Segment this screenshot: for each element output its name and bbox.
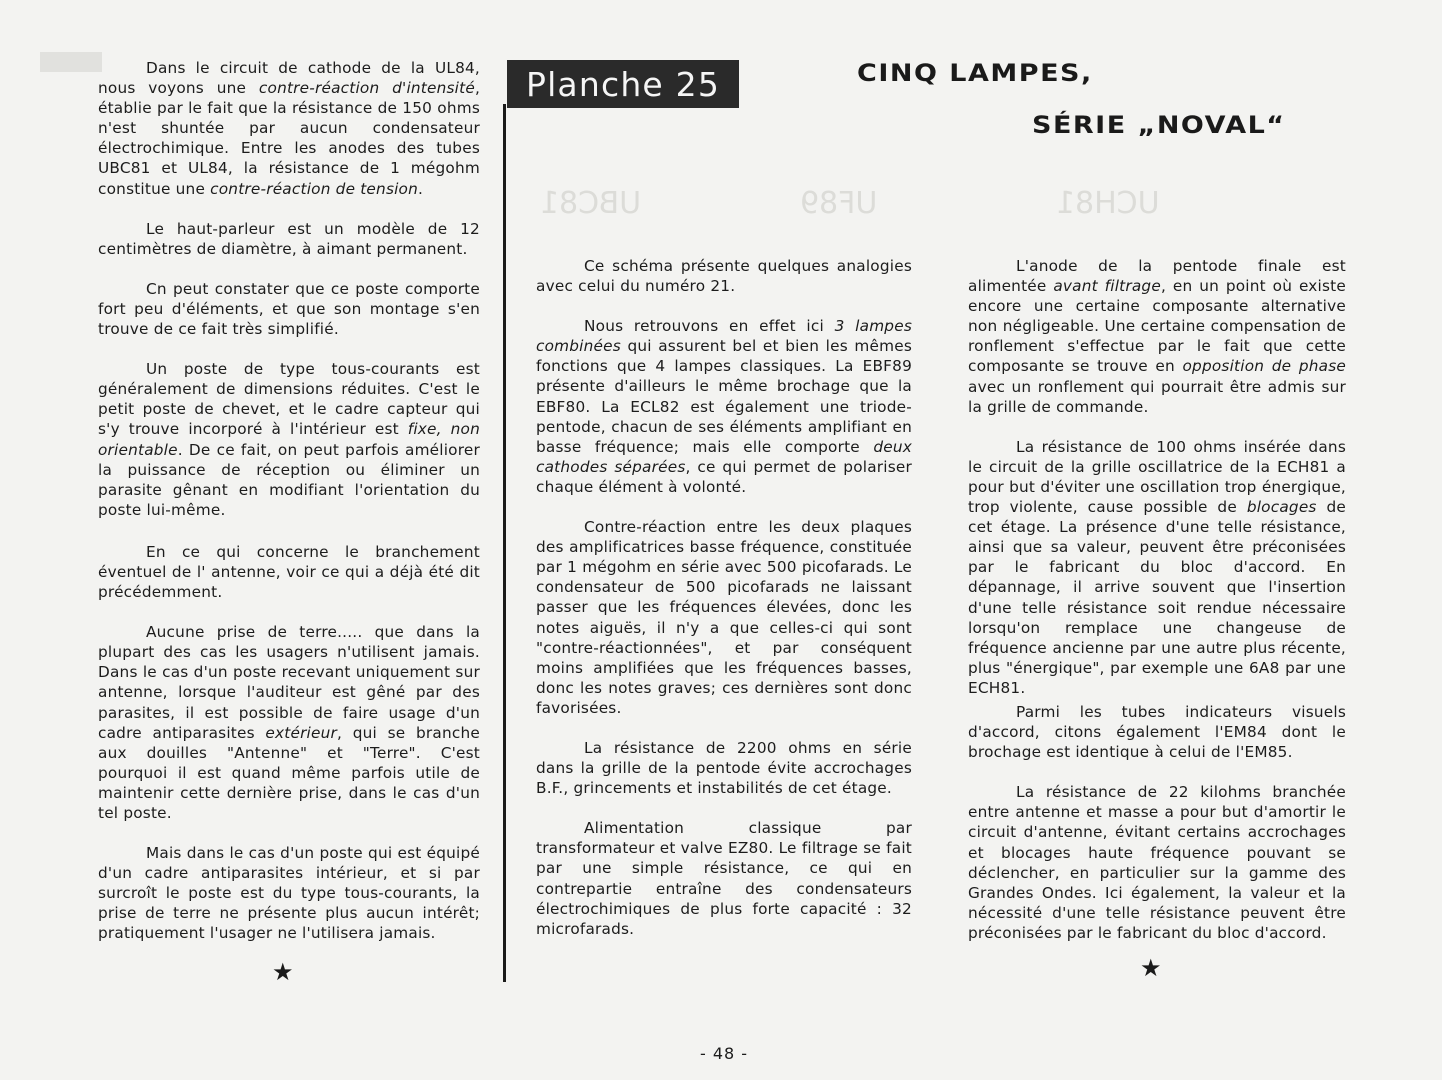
- paragraph: Contre-réaction entre les deux plaques des amplificatrices basse fréquence, constituée par 1 mégohm en série avec 500 picofarads. Le condensateur de 500 picofarads ne laissant passer que les fréquences élevées, donc les notes aiguës, il n'y a que celles-ci qui sont "contre-réactionnées", et par conséquent moins amplifiées que les fréquences basses, donc les notes graves; ces dernières sont donc favorisées.: [536, 518, 912, 717]
- middle-column: [536, 256, 912, 939]
- vertical-rule: [503, 104, 506, 982]
- paragraph: Nous retrouvons en effet ici 3 lampes combinées qui assurent bel et bien les mêmes fonctions que 4 lampes classiques. La EBF89 présente d'ailleurs le même brochage que la EBF80. La ECL82 est également une triode-pentode, chacun de ses éléments amplifiant en basse fréquence; mais elle comporte deux cathodes séparées, ce qui permet de polariser chaque élément à volonté.: [536, 317, 912, 496]
- paragraph: Un poste de type tous-courants est généralement de dimensions réduites. C'est le petit poste de chevet, et le cadre capteur qui s'y trouve incorporé à l'intérieur est fixe, non orientable. De ce fait, on peut parfois améliorer la puissance de réception ou éliminer un parasite gênant en modifiant l'orientation du poste lui-même.: [98, 360, 480, 519]
- right-column: [968, 256, 1346, 943]
- paragraph: Cn peut constater que ce poste comporte fort peu d'éléments, et que son montage s'en trouve de ce fait très simplifié.: [98, 279, 480, 339]
- left-column: [98, 58, 480, 944]
- plate-heading: Planche 25: [525, 65, 721, 104]
- paragraph: Alimentation classique par transformateur et valve EZ80. Le filtrage se fait par une simple résistance, ce qui en contrepartie entraîne des condensateurs électrochimiques de plus forte capacité : 32 microfarads.: [536, 819, 912, 938]
- paragraph: Parmi les tubes indicateurs visuels d'accord, citons également l'EM84 dont le brochage est identique à celui de l'EM85.: [968, 702, 1346, 762]
- show-through-label: UCH81: [1056, 186, 1160, 221]
- plate-heading-box: [507, 60, 739, 108]
- paragraph: Mais dans le cas d'un poste qui est équipé d'un cadre antiparasites intérieur, et si par surcroît le poste est du type tous-courants, la prise de terre ne présente plus aucun intérêt; pratiquement l'usager ne l'utilisera jamais.: [98, 844, 480, 943]
- star-ornament: ★: [1140, 954, 1162, 982]
- paragraph: Ce schéma présente quelques analogies avec celui du numéro 21.: [536, 257, 912, 296]
- show-through-label: UBC81: [540, 186, 642, 221]
- show-through-smudge: [40, 52, 102, 72]
- page-title-line-1: CINQ LAMPES,: [857, 59, 1093, 88]
- page-title-line-2: SÉRIE „NOVAL“: [1032, 111, 1286, 140]
- paragraph: En ce qui concerne le branchement éventuel de l' antenne, voir ce qui a déjà été dit précédemment.: [98, 542, 480, 602]
- page-number: - 48 -: [700, 1044, 749, 1063]
- paragraph: La résistance de 100 ohms insérée dans le circuit de la grille oscillatrice de la ECH81 a pour but d'éviter une oscillation trop énergique, trop violente, cause possible de blocages de cet étage. La présence d'une telle résistance, ainsi que sa valeur, peuvent être préconisées par le fabricant du bloc d'accord. En dépannage, il arrive souvent que l'insertion d'une telle résistance soit rendue nécessaire lorsqu'on remplace une changeuse de fréquence ancienne par une autre plus récente, plus "énergique", par exemple une 6A8 par une ECH81.: [968, 437, 1346, 697]
- paragraph: La résistance de 22 kilohms branchée entre antenne et masse a pour but d'amortir le circuit d'antenne, évitant certains accrochages et blocages haute fréquence pouvant se déclencher, en particulier sur la gamme des Grandes Ondes. Ici également, la valeur et la nécessité d'une telle résistance peuvent être préconisées par le fabricant du bloc d'accord.: [968, 783, 1346, 942]
- paragraph: Le haut-parleur est un modèle de 12 centimètres de diamètre, à aimant permanent.: [98, 219, 480, 258]
- star-ornament: ★: [272, 958, 294, 986]
- paragraph: L'anode de la pentode finale est alimentée avant filtrage, en un point où existe encore une certaine composante alternative non négligeable. Une certaine compensation de ronflement s'effectue par le fait que cette composante se trouve en opposition de phase avec un ronflement qui pourrait être admis sur la grille de commande.: [968, 257, 1346, 416]
- paragraph: Dans le circuit de cathode de la UL84, nous voyons une contre-réaction d'intensité, établie par le fait que la résistance de 150 ohms n'est shuntée par aucun condensateur électrochimique. Entre les anodes des tubes UBC81 et UL84, la résistance de 1 mégohm constitue une contre-réaction de tension.: [98, 59, 480, 198]
- show-through-label: UF89: [800, 186, 878, 221]
- paragraph: La résistance de 2200 ohms en série dans la grille de la pentode évite accrochages B.F., grincements et instabilités de cet étage.: [536, 738, 912, 798]
- paragraph: Aucune prise de terre..... que dans la plupart des cas les usagers n'utilisent jamais. Dans le cas d'un poste recevant uniquement sur antenne, lorsque l'auditeur est gêné par des parasites, il est possible de faire usage d'un cadre antiparasites extérieur, qui se branche aux douilles "Antenne" et "Terre". C'est pourquoi il est quand même parfois utile de maintenir cette dernière prise, dans le cas d'un tel poste.: [98, 623, 480, 822]
